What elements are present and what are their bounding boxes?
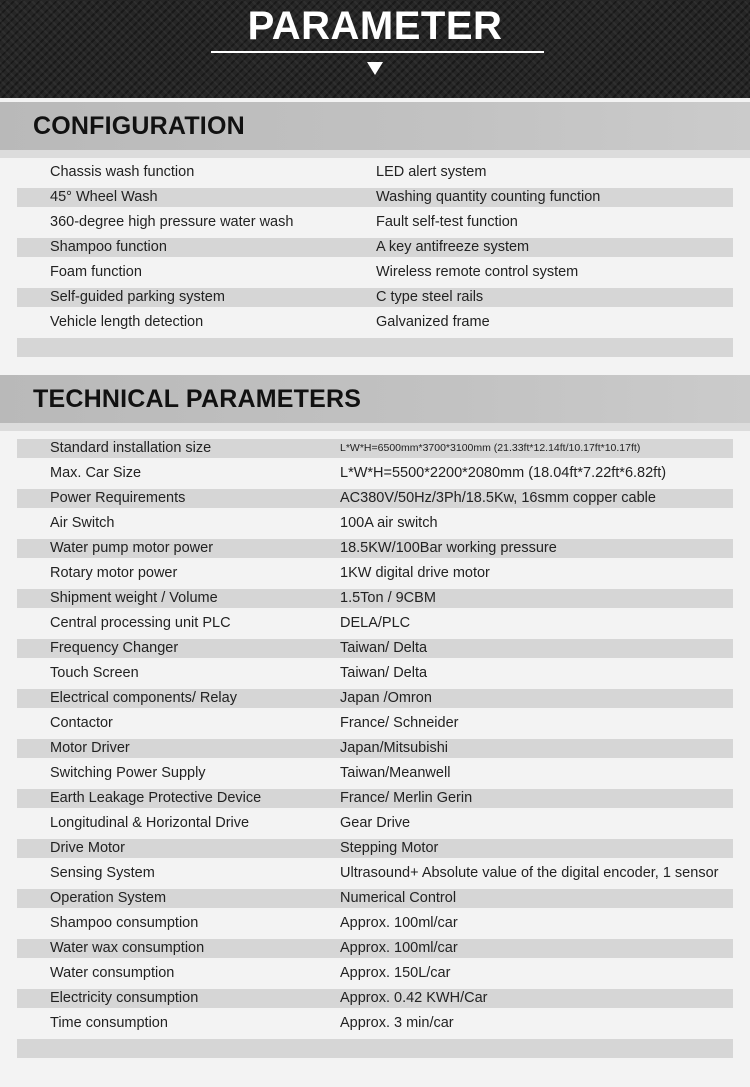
config-feature-left: Self-guided parking system [50,289,225,305]
parameter-value: Stepping Motor [340,840,439,856]
parameter-name: Frequency Changer [50,640,179,656]
parameter-name: Shipment weight / Volume [50,590,218,606]
parameter-value: Approx. 100ml/car [340,915,458,931]
config-feature-right: Galvanized frame [376,314,490,330]
parameter-name: Earth Leakage Protective Device [50,790,262,806]
parameter-value: Gear Drive [340,815,411,831]
config-feature-right: A key antifreeze system [376,239,530,255]
parameter-name: Operation System [50,890,167,906]
parameter-value: Taiwan/ Delta [340,640,428,656]
parameter-row [17,514,733,533]
parameter-row [17,864,733,883]
parameter-value: L*W*H=6500mm*3700*3100mm (21.33ft*12.14ft/10.17ft*10.17ft) [340,442,641,454]
parameter-row [17,664,733,683]
parameter-value: Approx. 150L/car [340,965,451,981]
parameter-row [17,914,733,933]
parameter-row [17,739,733,758]
parameter-row [17,714,733,733]
parameter-row [17,814,733,833]
technical-footer-bar [17,1039,733,1058]
page-title: PARAMETER [247,4,503,48]
parameter-row [17,564,733,583]
config-feature-right: Wireless remote control system [376,264,579,280]
parameter-name: Longitudinal & Horizontal Drive [50,815,250,831]
parameter-value: France/ Schneider [340,715,459,731]
header-banner [0,0,750,98]
config-feature-left: 360-degree high pressure water wash [50,214,294,230]
parameter-row [17,964,733,983]
technical-separator [0,423,750,431]
parameter-name: Electricity consumption [50,990,199,1006]
parameter-value: Ultrasound+ Absolute value of the digital encoder, 1 sensor [340,865,719,881]
parameter-name: Water pump motor power [50,540,214,556]
parameter-name: Water consumption [50,965,175,981]
parameter-name: Central processing unit PLC [50,615,231,631]
parameter-value: 1.5Ton / 9CBM [340,590,436,606]
down-arrow-icon [367,62,383,75]
parameter-value: 18.5KW/100Bar working pressure [340,540,557,556]
parameter-row [17,889,733,908]
parameter-name: Drive Motor [50,840,125,856]
config-feature-right: Washing quantity counting function [376,189,601,205]
technical-title: TECHNICAL PARAMETERS [33,385,362,413]
parameter-row [17,439,733,458]
config-feature-right: LED alert system [376,164,487,180]
parameter-name: Motor Driver [50,740,130,756]
parameter-row [17,689,733,708]
config-feature-left: Vehicle length detection [50,314,204,330]
parameter-row [17,939,733,958]
parameter-value: Taiwan/ Delta [340,665,428,681]
parameter-name: Standard installation size [50,440,212,456]
parameter-value: 100A air switch [340,515,438,531]
title-underline [211,51,544,53]
parameter-name: Touch Screen [50,665,139,681]
parameter-value: DELA/PLC [340,615,411,631]
config-row [17,238,733,257]
config-feature-left: Shampoo function [50,239,167,255]
parameter-name: Time consumption [50,1015,168,1031]
parameter-row [17,464,733,483]
parameter-value: Numerical Control [340,890,457,906]
configuration-header [0,102,750,150]
parameter-value: AC380V/50Hz/3Ph/18.5Kw, 16smm copper cable [340,490,656,506]
parameter-value: 1KW digital drive motor [340,565,490,581]
parameter-row [17,539,733,558]
configuration-title: CONFIGURATION [33,112,245,140]
parameter-name: Contactor [50,715,113,731]
config-row [17,188,733,207]
parameter-name: Power Requirements [50,490,186,506]
parameter-name: Switching Power Supply [50,765,206,781]
config-feature-right: Fault self-test function [376,214,518,230]
config-row [17,313,733,332]
parameter-value: Japan /Omron [340,690,432,706]
configuration-separator [0,150,750,158]
parameter-value: Approx. 0.42 KWH/Car [340,990,488,1006]
parameter-value: Japan/Mitsubishi [340,740,448,756]
parameter-name: Water wax consumption [50,940,205,956]
parameter-value: Taiwan/Meanwell [340,765,451,781]
parameter-row [17,1014,733,1033]
config-row [17,263,733,282]
parameter-value: France/ Merlin Gerin [340,790,473,806]
config-feature-left: 45° Wheel Wash [50,189,158,205]
parameter-row [17,589,733,608]
parameter-name: Max. Car Size [50,465,142,481]
config-feature-right: C type steel rails [376,289,484,305]
parameter-name: Sensing System [50,865,155,881]
config-feature-left: Foam function [50,264,142,280]
parameter-row [17,839,733,858]
technical-header [0,375,750,423]
parameter-name: Electrical components/ Relay [50,690,237,706]
parameter-name: Shampoo consumption [50,915,199,931]
parameter-row [17,614,733,633]
configuration-footer-bar [17,338,733,357]
parameter-name: Air Switch [50,515,115,531]
config-row [17,213,733,232]
parameter-row [17,489,733,508]
parameter-row [17,989,733,1008]
config-row [17,163,733,182]
config-row [17,288,733,307]
config-feature-left: Chassis wash function [50,164,195,180]
parameter-name: Rotary motor power [50,565,178,581]
parameter-value: Approx. 100ml/car [340,940,458,956]
parameter-row [17,639,733,658]
parameter-row [17,789,733,808]
parameter-row [17,764,733,783]
parameter-value: L*W*H=5500*2200*2080mm (18.04ft*7.22ft*6.82ft) [340,465,667,481]
parameter-value: Approx. 3 min/car [340,1015,454,1031]
